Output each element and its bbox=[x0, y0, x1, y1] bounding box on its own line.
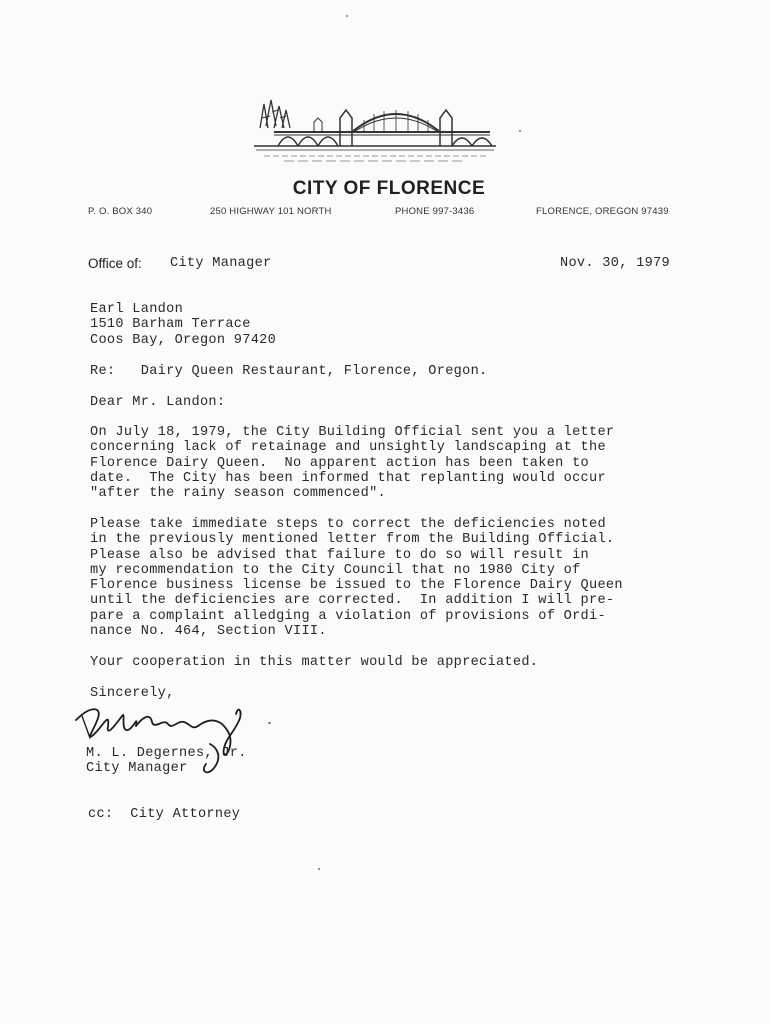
po-box: P. O. BOX 340 bbox=[88, 206, 153, 217]
scan-speck bbox=[519, 130, 521, 132]
closing: Sincerely, bbox=[90, 686, 175, 701]
city-name-heading: CITY OF FLORENCE bbox=[292, 178, 486, 199]
street-address: 250 HIGHWAY 101 NORTH bbox=[210, 206, 332, 217]
paragraph-line: "after the rainy season commenced". bbox=[90, 486, 387, 502]
recipient-city: Coos Bay, Oregon 97420 bbox=[90, 332, 277, 348]
paragraph-line: Florence Dairy Queen. No apparent action has been taken to bbox=[90, 455, 589, 471]
paragraph-line: On July 18, 1979, the City Building Official sent you a letter bbox=[90, 425, 615, 440]
paragraph-line: in the previously mentioned letter from the Building Official. bbox=[90, 532, 615, 548]
city-logo-bridge bbox=[254, 98, 496, 168]
phone-number: PHONE 997-3436 bbox=[395, 206, 475, 217]
paragraph-line: until the deficiencies are corrected. In addition I will pre- bbox=[90, 593, 615, 609]
paragraph-line: Florence business license be issued to the Florence Dairy Queen bbox=[90, 578, 623, 594]
paragraph-1 bbox=[90, 425, 614, 501]
paragraph-line: Please also be advised that failure to do so will result in bbox=[90, 547, 589, 563]
paragraph-line: pare a complaint alledging a violation of provisions of Ordi- bbox=[90, 608, 606, 624]
scan-speck bbox=[346, 15, 348, 17]
signature-block bbox=[86, 746, 247, 777]
recipient-address bbox=[90, 302, 276, 348]
re-line: Re: Dairy Queen Restaurant, Florence, Oregon. bbox=[90, 364, 488, 379]
paragraph-line: concerning lack of retainage and unsightly landscaping at the bbox=[90, 440, 606, 456]
paragraph-3: Your cooperation in this matter would be appreciated. bbox=[90, 655, 539, 670]
scan-speck bbox=[268, 722, 271, 724]
city-state-zip: FLORENCE, OREGON 97439 bbox=[536, 206, 669, 217]
cc-line: cc: City Attorney bbox=[88, 807, 241, 822]
paragraph-line: my recommendation to the City Council that no 1980 City of bbox=[90, 562, 581, 578]
letter-date: Nov. 30, 1979 bbox=[560, 256, 670, 271]
salutation: Dear Mr. Landon: bbox=[90, 395, 226, 410]
recipient-street: 1510 Barham Terrace bbox=[90, 317, 251, 333]
signer-title: City Manager bbox=[86, 761, 188, 777]
paragraph-line: Please take immediate steps to correct the deficiencies noted bbox=[90, 517, 606, 532]
paragraph-line: date. The City has been informed that replanting would occur bbox=[90, 470, 606, 486]
scan-speck bbox=[318, 868, 320, 870]
paragraph-2 bbox=[90, 517, 623, 639]
paragraph-line: nance No. 464, Section VIII. bbox=[90, 624, 327, 640]
office-value: City Manager bbox=[170, 256, 272, 271]
office-label: Office of: bbox=[88, 256, 142, 271]
signer-name: M. L. Degernes, Jr. bbox=[86, 746, 247, 761]
recipient-name: Earl Landon bbox=[90, 302, 184, 317]
